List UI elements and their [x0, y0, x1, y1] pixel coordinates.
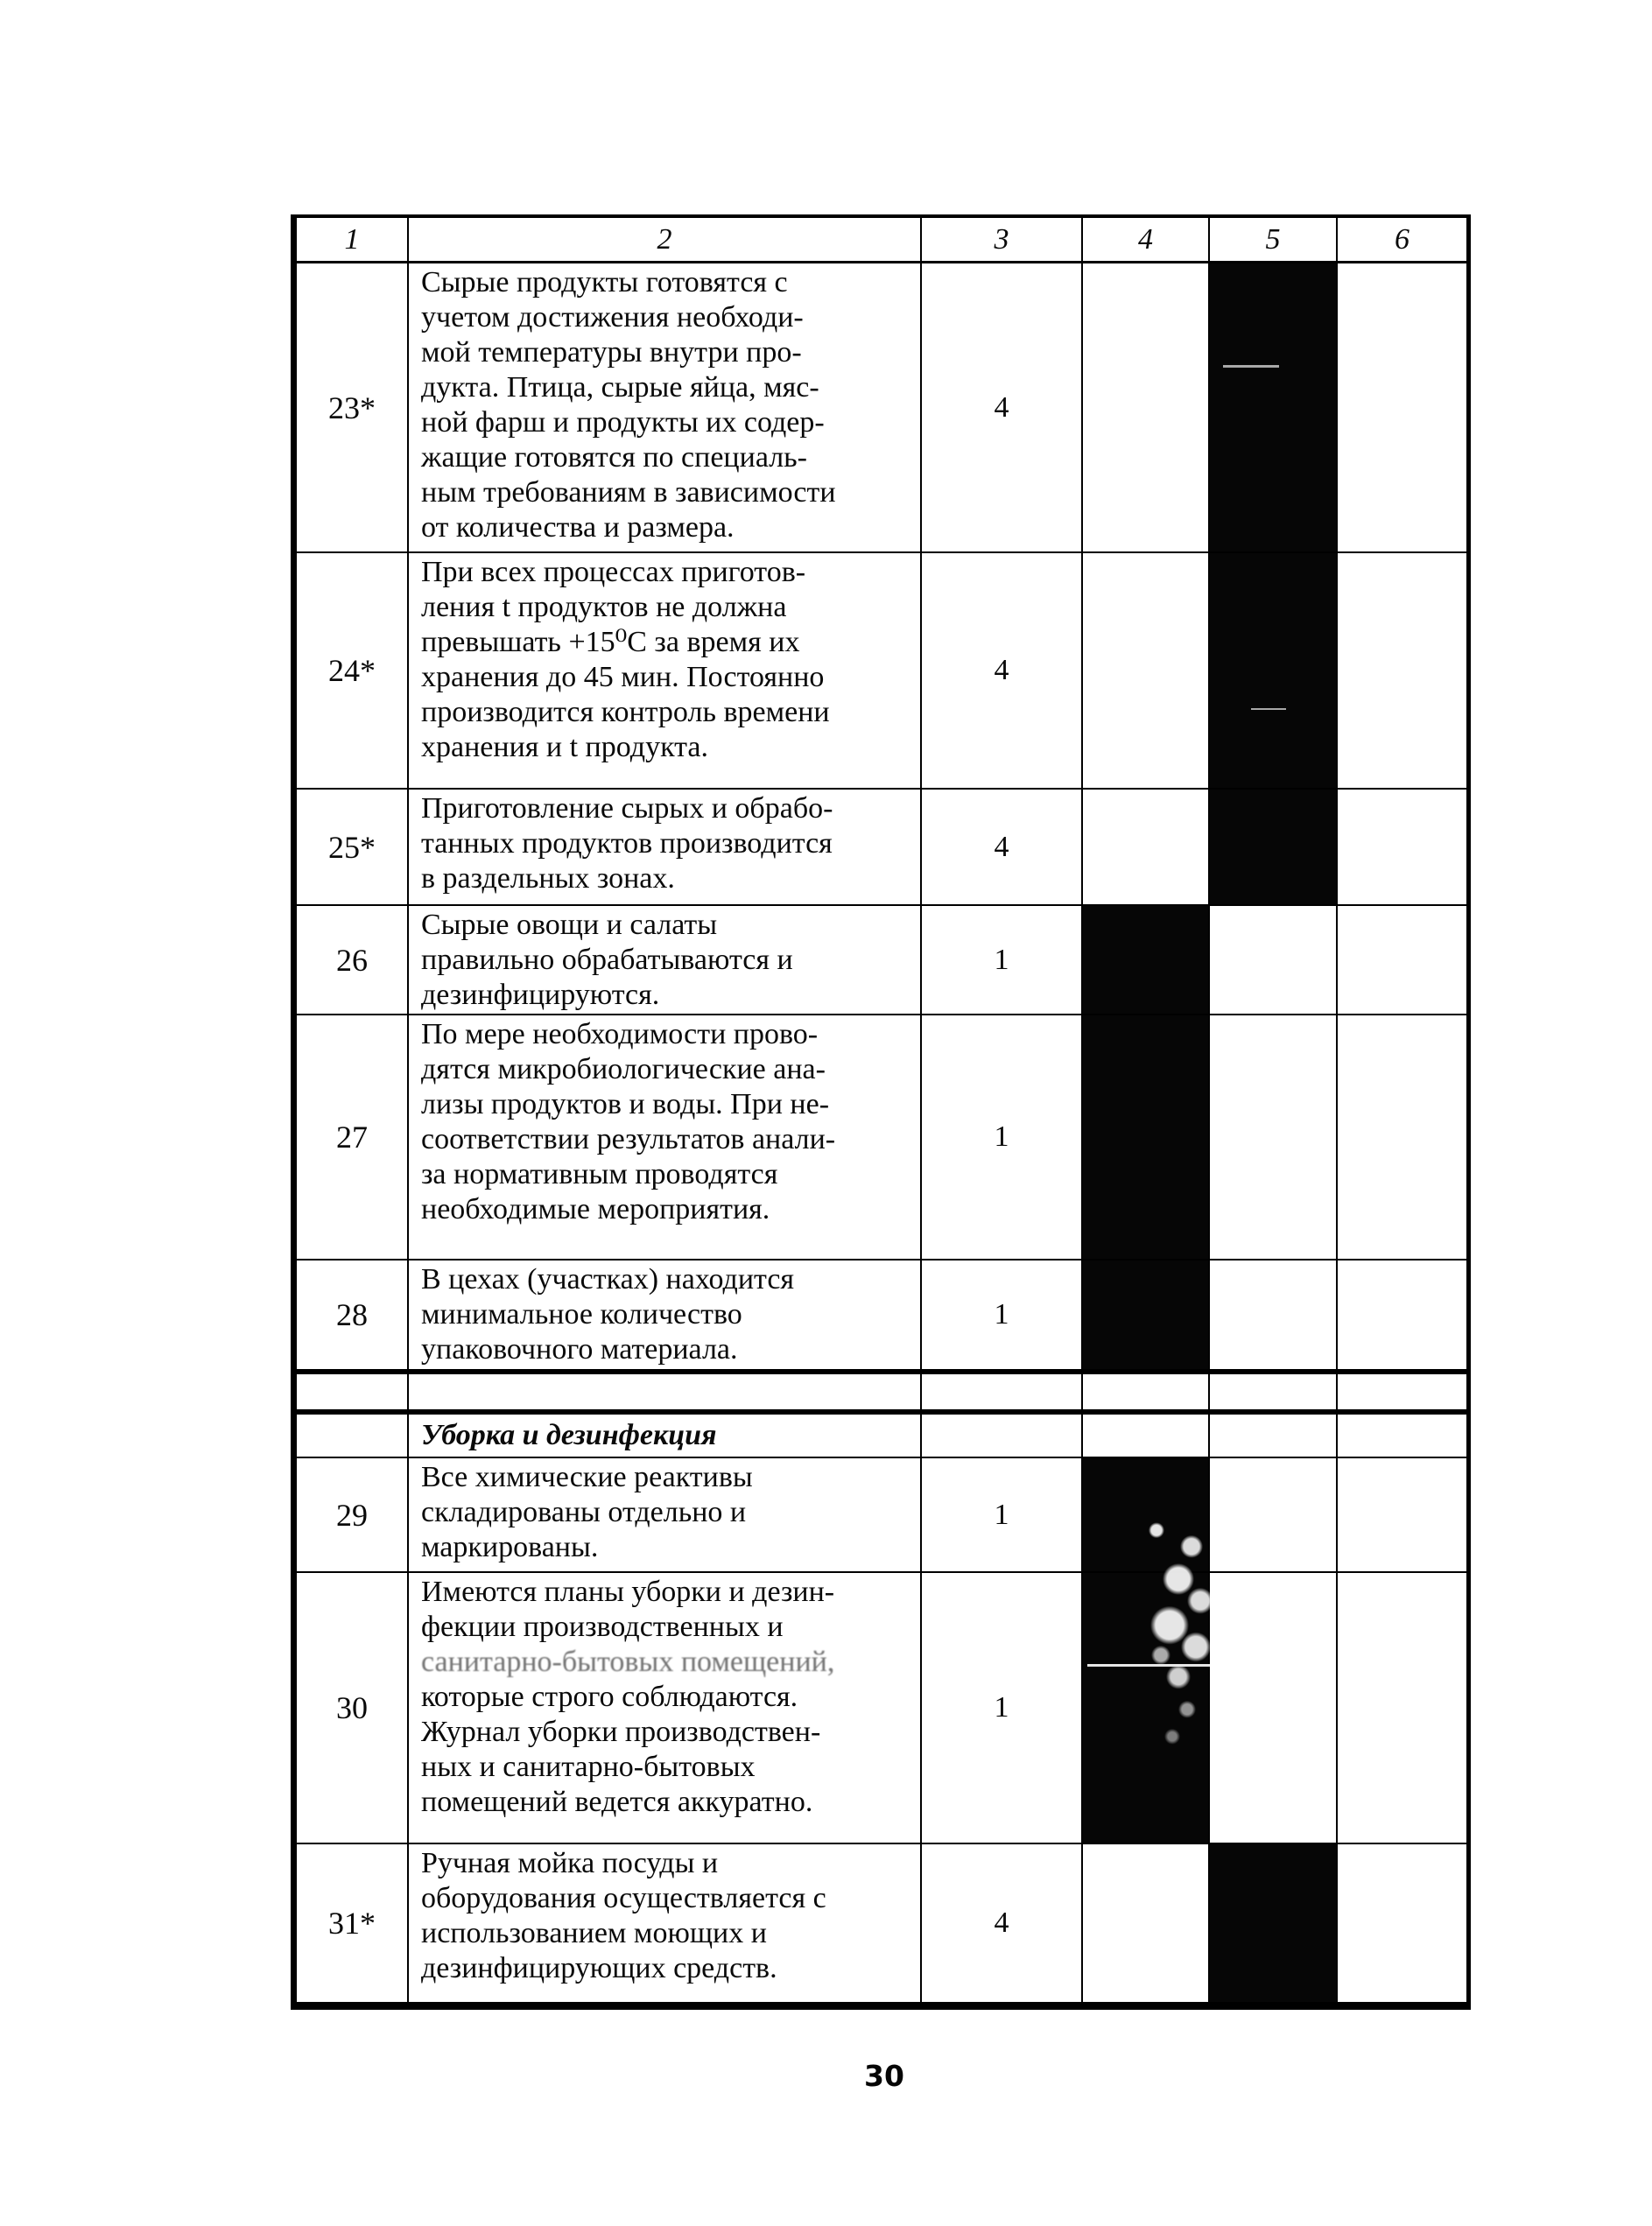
mark-cell-col6 [1338, 1015, 1466, 1259]
row-text-line: оборудования осуществляется с [421, 1882, 826, 1914]
row-text-line: дукта. Птица, сырые яйца, мяс- [421, 371, 819, 404]
mark-cell-col4 [1083, 263, 1210, 551]
row-text-line: в раздельных зонах. [421, 862, 675, 895]
score-cell: 4 [922, 1844, 1083, 2002]
row-text-line: маркированы. [421, 1531, 599, 1563]
mark-cell-col6 [1338, 1844, 1466, 2002]
mark-cell-col4 [1083, 1260, 1210, 1369]
mark-cell-col6 [1338, 1260, 1466, 1369]
row-text-line: правильно обрабатываются и [421, 944, 793, 976]
section-title-cell [409, 1415, 922, 1457]
row-text-line: дезинфицирующих средств. [421, 1952, 777, 1984]
row-number-cell: 31* [297, 1844, 409, 2002]
row-text-line: При всех процессах приготов- [421, 556, 806, 588]
score-cell: 4 [922, 790, 1083, 904]
row-text-line: учетом достижения необходи- [421, 301, 804, 334]
table-header-row [297, 218, 1466, 263]
row-text-cell [409, 263, 922, 551]
row-text-line: ления t продуктов не должна [421, 591, 787, 623]
row-number-cell: 24* [297, 553, 409, 788]
mark-cell-col4 [1083, 1573, 1210, 1843]
row-text-line: Ручная мойка посуды и [421, 1847, 719, 1879]
row-text-line: жащие готовятся по специаль- [421, 441, 808, 474]
table-row-r24 [297, 553, 1466, 790]
row-text-line: санитарно-бытовых помещений, [421, 1646, 835, 1678]
row-text-line: дезинфицируются. [421, 979, 660, 1011]
mark-cell-col6 [1338, 1573, 1466, 1843]
table-row-section [297, 1415, 1466, 1458]
score-cell: 1 [922, 1573, 1083, 1843]
row-text-line: использованием моющих и [421, 1917, 767, 1949]
row-text-line: дятся микробиологические ана- [421, 1053, 826, 1085]
row-text-cell [409, 790, 922, 904]
row-number-cell: 26 [297, 906, 409, 1014]
score-cell: 1 [922, 1458, 1083, 1571]
row-text-cell [409, 1458, 922, 1571]
row-text-line: ных и санитарно-бытовых [421, 1751, 756, 1783]
row-number-cell: 27 [297, 1015, 409, 1259]
score-cell: 1 [922, 906, 1083, 1014]
row-text-line: В цехах (участках) находится [421, 1263, 795, 1296]
spacer-cell-2 [409, 1374, 922, 1409]
column-header-5: 5 [1210, 218, 1338, 261]
row-text-line: По мере необходимости прово- [421, 1018, 819, 1050]
row-text-line: производится контроль времени [421, 696, 830, 728]
section-empty-col6 [1338, 1415, 1466, 1457]
table-row-r29 [297, 1458, 1466, 1573]
inspection-checklist-table [291, 214, 1471, 2010]
section-empty-col4 [1083, 1415, 1210, 1457]
row-text-line: фекции производственных и [421, 1611, 784, 1643]
row-text-line: которые строго соблюдаются. [421, 1681, 798, 1713]
row-text-cell [409, 553, 922, 788]
mark-cell-col5 [1210, 1844, 1338, 2002]
page-number: 30 [864, 2059, 904, 2093]
mark-cell-col4 [1083, 906, 1210, 1014]
mark-cell-col5 [1210, 263, 1338, 551]
row-number-cell: 30 [297, 1573, 409, 1843]
column-header-4: 4 [1083, 218, 1210, 261]
column-header-6: 6 [1395, 222, 1409, 256]
row-text-line: танных продуктов производится [421, 827, 833, 860]
section-empty-score-cell [922, 1415, 1083, 1457]
row-text-line: за нормативным проводятся [421, 1158, 778, 1190]
mark-cell-col5 [1210, 1573, 1338, 1843]
spacer-cell-1 [297, 1374, 409, 1409]
mark-cell-col6 [1338, 553, 1466, 788]
mark-cell-col6 [1338, 263, 1466, 551]
spacer-cell-4 [1083, 1374, 1210, 1409]
row-text-line: от количества и размера. [421, 511, 735, 544]
table-row-spacer [297, 1374, 1466, 1415]
row-text-cell [409, 1015, 922, 1259]
mark-cell-col5 [1210, 553, 1338, 788]
row-text-line: упаковочного материала. [421, 1333, 738, 1366]
row-text-line: хранения до 45 мин. Постоянно [421, 661, 825, 693]
mark-cell-col6 [1338, 1458, 1466, 1571]
column-header-1: 1 [297, 218, 409, 261]
mark-cell-col4 [1083, 1015, 1210, 1259]
spacer-cell-3 [922, 1374, 1083, 1409]
mark-cell-col5 [1210, 1015, 1338, 1259]
mark-cell-col4 [1083, 1458, 1210, 1571]
row-number-cell: 25* [297, 790, 409, 904]
table-row-r26 [297, 906, 1466, 1015]
table-row-r25 [297, 790, 1466, 906]
row-text-line: необходимые мероприятия. [421, 1193, 770, 1225]
mark-cell-col5 [1210, 1260, 1338, 1369]
table-row-r30 [297, 1573, 1466, 1844]
row-text-line: лизы продуктов и воды. При не- [421, 1088, 830, 1120]
score-cell: 1 [922, 1260, 1083, 1369]
row-number-cell: 29 [297, 1458, 409, 1571]
row-text-line: соответствии результатов анали- [421, 1123, 836, 1155]
score-cell: 4 [922, 553, 1083, 788]
mark-cell-col5 [1210, 1458, 1338, 1571]
row-text-line: хранения и t продукта. [421, 731, 708, 763]
row-text-cell [409, 1573, 922, 1843]
column-header-2: 2 [409, 218, 922, 261]
mark-cell-col4 [1083, 790, 1210, 904]
mark-cell-col6 [1338, 906, 1466, 1014]
mark-cell-col4 [1083, 553, 1210, 788]
score-cell: 4 [922, 263, 1083, 551]
table-row-r31 [297, 1844, 1466, 2004]
spacer-cell-5 [1210, 1374, 1338, 1409]
row-text-line: помещений ведется аккуратно. [421, 1786, 813, 1818]
table-row-r28 [297, 1260, 1466, 1374]
section-empty-col5 [1210, 1415, 1338, 1457]
row-text-line: ной фарш и продукты их содер- [421, 406, 825, 439]
mark-cell-col5 [1210, 790, 1338, 904]
section-empty-num-cell [297, 1415, 409, 1457]
section-title: Уборка и дезинфекция [421, 1419, 717, 1451]
row-text-cell [409, 906, 922, 1014]
row-text-line: Все химические реактивы [421, 1461, 753, 1493]
mark-cell-col5 [1210, 906, 1338, 1014]
table-row-r23 [297, 263, 1466, 553]
mark-cell-col4 [1083, 1844, 1210, 2002]
row-text-line: Имеются планы уборки и дезин- [421, 1576, 835, 1608]
row-text-line: Журнал уборки производствен- [421, 1716, 821, 1748]
row-text-line: превышать +15⁰С за время их [421, 626, 800, 658]
mark-cell-col6 [1338, 790, 1466, 904]
row-text-line: Приготовление сырых и обрабо- [421, 792, 833, 825]
row-text-line: Сырые продукты готовятся с [421, 266, 788, 298]
row-text-cell [409, 1260, 922, 1369]
row-number-cell: 23* [297, 263, 409, 551]
row-text-line: складированы отдельно и [421, 1496, 747, 1528]
row-text-line: Сырые овощи и салаты [421, 909, 718, 941]
row-number-cell: 28 [297, 1260, 409, 1369]
row-text-line: минимальное количество [421, 1298, 742, 1331]
row-text-cell [409, 1844, 922, 2002]
column-header-3: 3 [922, 218, 1083, 261]
row-text-line: ным требованиям в зависимости [421, 476, 836, 509]
row-text-line: мой температуры внутри про- [421, 336, 802, 369]
spacer-cell-6 [1338, 1374, 1466, 1409]
table-row-r27 [297, 1015, 1466, 1260]
score-cell: 1 [922, 1015, 1083, 1259]
